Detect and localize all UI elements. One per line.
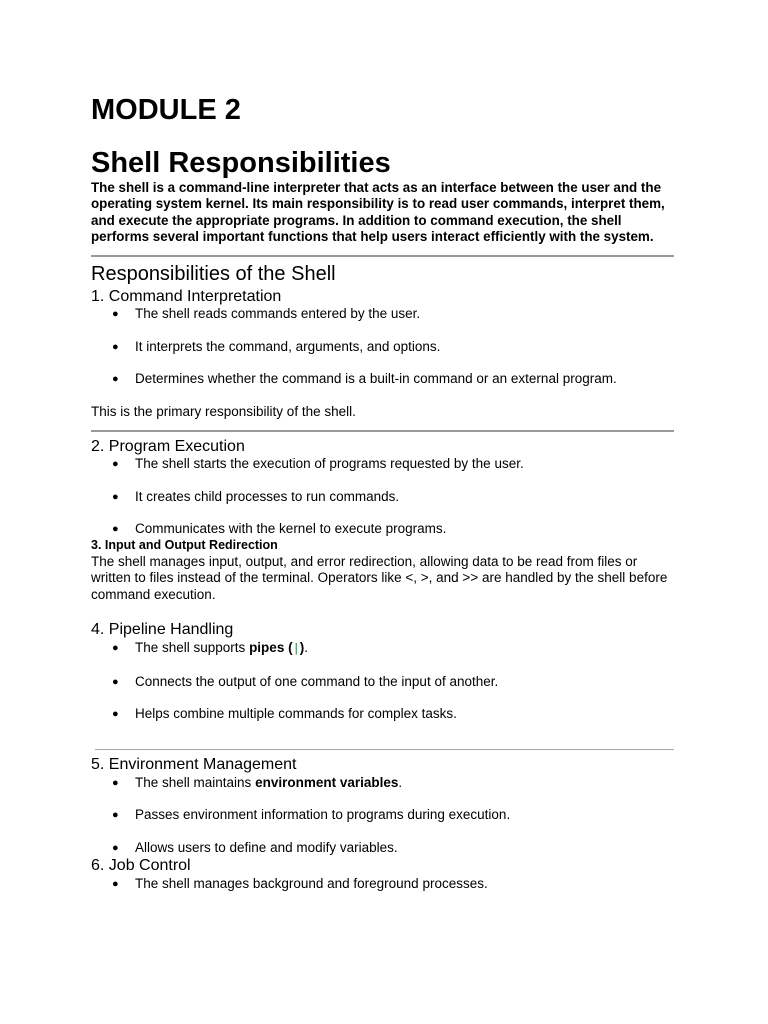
horizontal-divider: [95, 749, 674, 750]
list-item-text: [135, 775, 402, 791]
bullet-icon: ●: [112, 373, 119, 385]
bullet-icon: ●: [112, 676, 119, 688]
list-item-text: Connects the output of one command to the input of another.: [135, 674, 499, 689]
horizontal-divider: [91, 255, 674, 257]
list-item-text: [135, 640, 308, 657]
bullet-icon: ●: [112, 842, 119, 854]
pipe-symbol: |: [292, 642, 300, 656]
bullet-icon: ●: [112, 878, 119, 890]
bullet-icon: ●: [112, 708, 119, 720]
list-item-text-suffix: .: [304, 640, 309, 655]
bullet-icon: ●: [112, 341, 119, 353]
heading-command-interpretation: 1. Command Interpretation: [91, 288, 282, 305]
pipes-term-end: ): [299, 640, 305, 655]
list-item-text: Allows users to define and modify variables.: [135, 840, 398, 855]
page-title: Shell Responsibilities: [91, 147, 391, 179]
pipes-term: pipes (: [249, 640, 293, 655]
list-item-text-prefix: The shell maintains: [135, 775, 256, 790]
heading-program-execution: 2. Program Execution: [91, 438, 245, 455]
heading-io-redirection: 3. Input and Output Redirection: [91, 538, 278, 552]
list-item-text: It creates child processes to run commands.: [135, 489, 400, 504]
list-item-text: Determines whether the command is a built-in command or an external program.: [135, 371, 617, 386]
heading-job-control: 6. Job Control: [91, 857, 191, 874]
list-item-text: The shell reads commands entered by the user.: [135, 306, 421, 321]
bullet-icon: ●: [112, 523, 119, 535]
list-item-text: The shell manages background and foreground processes.: [135, 876, 488, 891]
io-redirection-text: The shell manages input, output, and error redirection, allowing data to be read from files or written to files instead of the terminal. Operators like <, >, and >> are handled by the shell before command execution.: [91, 554, 668, 602]
bullet-icon: ●: [112, 458, 119, 470]
bullet-icon: ●: [112, 491, 119, 503]
bullet-icon: ●: [112, 308, 119, 320]
list-item-text: Communicates with the kernel to execute programs.: [135, 521, 447, 536]
bullet-icon: ●: [112, 642, 119, 654]
list-item-text: Passes environment information to programs during execution.: [135, 807, 511, 822]
list-item-text: The shell starts the execution of programs requested by the user.: [135, 456, 524, 471]
horizontal-divider: [91, 430, 674, 432]
module-title: MODULE 2: [91, 94, 241, 126]
intro-paragraph: The shell is a command-line interpreter that acts as an interface between the user and the operating system kernel. Its main responsibility is to read user commands, interpret them, and execute the appropriate programs. In addition to command execution, the shell performs several important functions that help users interact efficiently with the system.: [91, 180, 665, 245]
list-item-text: It interprets the command, arguments, and options.: [135, 339, 441, 354]
heading-environment-management: 5. Environment Management: [91, 756, 297, 773]
list-item-text-suffix: .: [398, 775, 403, 790]
section-heading: Responsibilities of the Shell: [91, 263, 336, 285]
list-item-text-prefix: The shell supports: [135, 640, 250, 655]
bullet-icon: ●: [112, 809, 119, 821]
environment-variables-term: environment variables: [255, 775, 399, 790]
heading-pipeline-handling: 4. Pipeline Handling: [91, 621, 234, 638]
note-text: This is the primary responsibility of the shell.: [91, 404, 356, 419]
list-item-text: Helps combine multiple commands for complex tasks.: [135, 706, 457, 721]
bullet-icon: ●: [112, 777, 119, 789]
